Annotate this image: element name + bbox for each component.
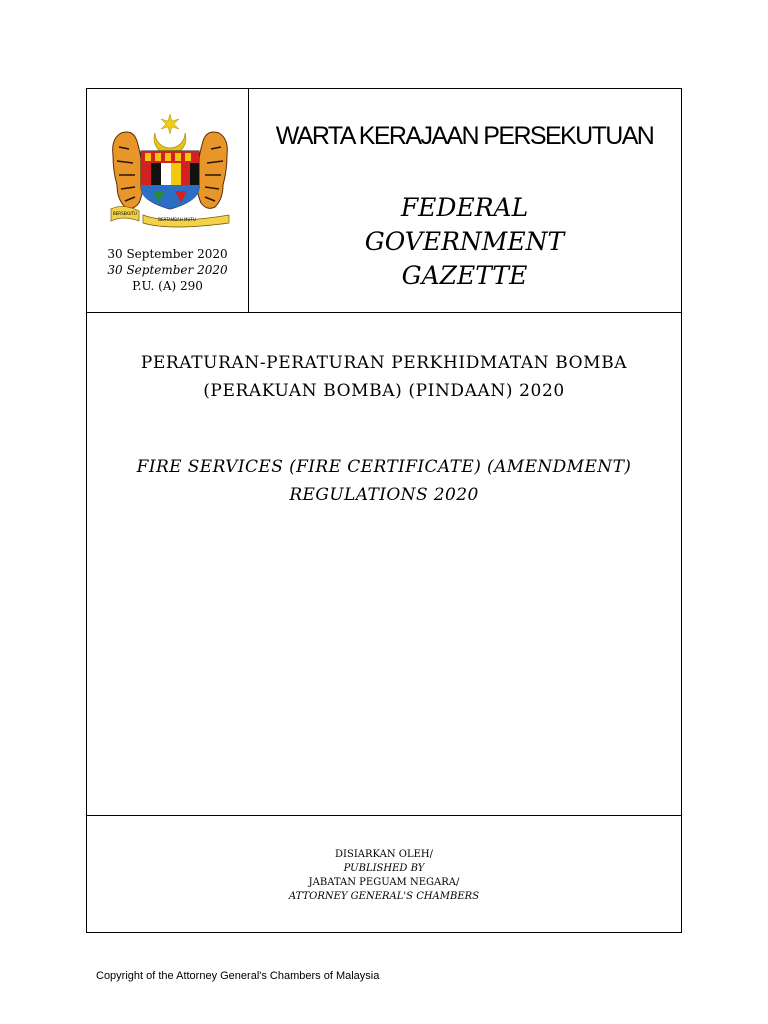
regulation-title-malay-line1: PERATURAN-PERATURAN PERKHIDMATAN BOMBA	[140, 353, 628, 373]
regulation-title-english	[87, 453, 681, 509]
gazette-frame	[86, 88, 682, 933]
publisher-name-english: ATTORNEY GENERAL'S CHAMBERS	[288, 891, 480, 902]
publisher-block	[87, 848, 681, 904]
publisher-name-malay: JABATAN PEGUAM NEGARA/	[308, 877, 460, 888]
gazette-title-english	[248, 191, 681, 293]
regulation-title-english-line1: FIRE SERVICES (FIRE CERTIFICATE) (AMENDMENT)	[136, 457, 632, 477]
gazette-title-english-text: FEDERAL GOVERNMENT GAZETTE	[364, 193, 565, 290]
regulation-title-english-line2: REGULATIONS 2020	[289, 485, 479, 505]
gazette-date-block	[87, 246, 248, 294]
regulation-title-malay-line2: (PERAKUAN BOMBA) (PINDAAN) 2020	[203, 381, 565, 401]
publisher-label-english: PUBLISHED BY	[343, 863, 425, 874]
svg-text:BERTAMBAH MUTU: BERTAMBAH MUTU	[158, 217, 196, 222]
gazette-title-malay: WARTA KERAJAAN PERSEKUTUAN	[275, 122, 654, 150]
copyright-notice: Copyright of the Attorney General's Chambers of Malaysia	[96, 970, 380, 982]
coat-of-arms-icon	[103, 111, 237, 229]
svg-text:BERSEKUTU: BERSEKUTU	[113, 211, 137, 216]
gazette-date-malay: 30 September 2020	[107, 247, 228, 261]
header-divider	[87, 312, 681, 313]
gazette-reference: P.U. (A) 290	[132, 279, 203, 293]
gazette-date-english: 30 September 2020	[107, 263, 228, 277]
footer-divider	[87, 815, 681, 816]
publisher-label-malay: DISIARKAN OLEH/	[335, 849, 433, 860]
regulation-title-malay	[87, 349, 681, 405]
